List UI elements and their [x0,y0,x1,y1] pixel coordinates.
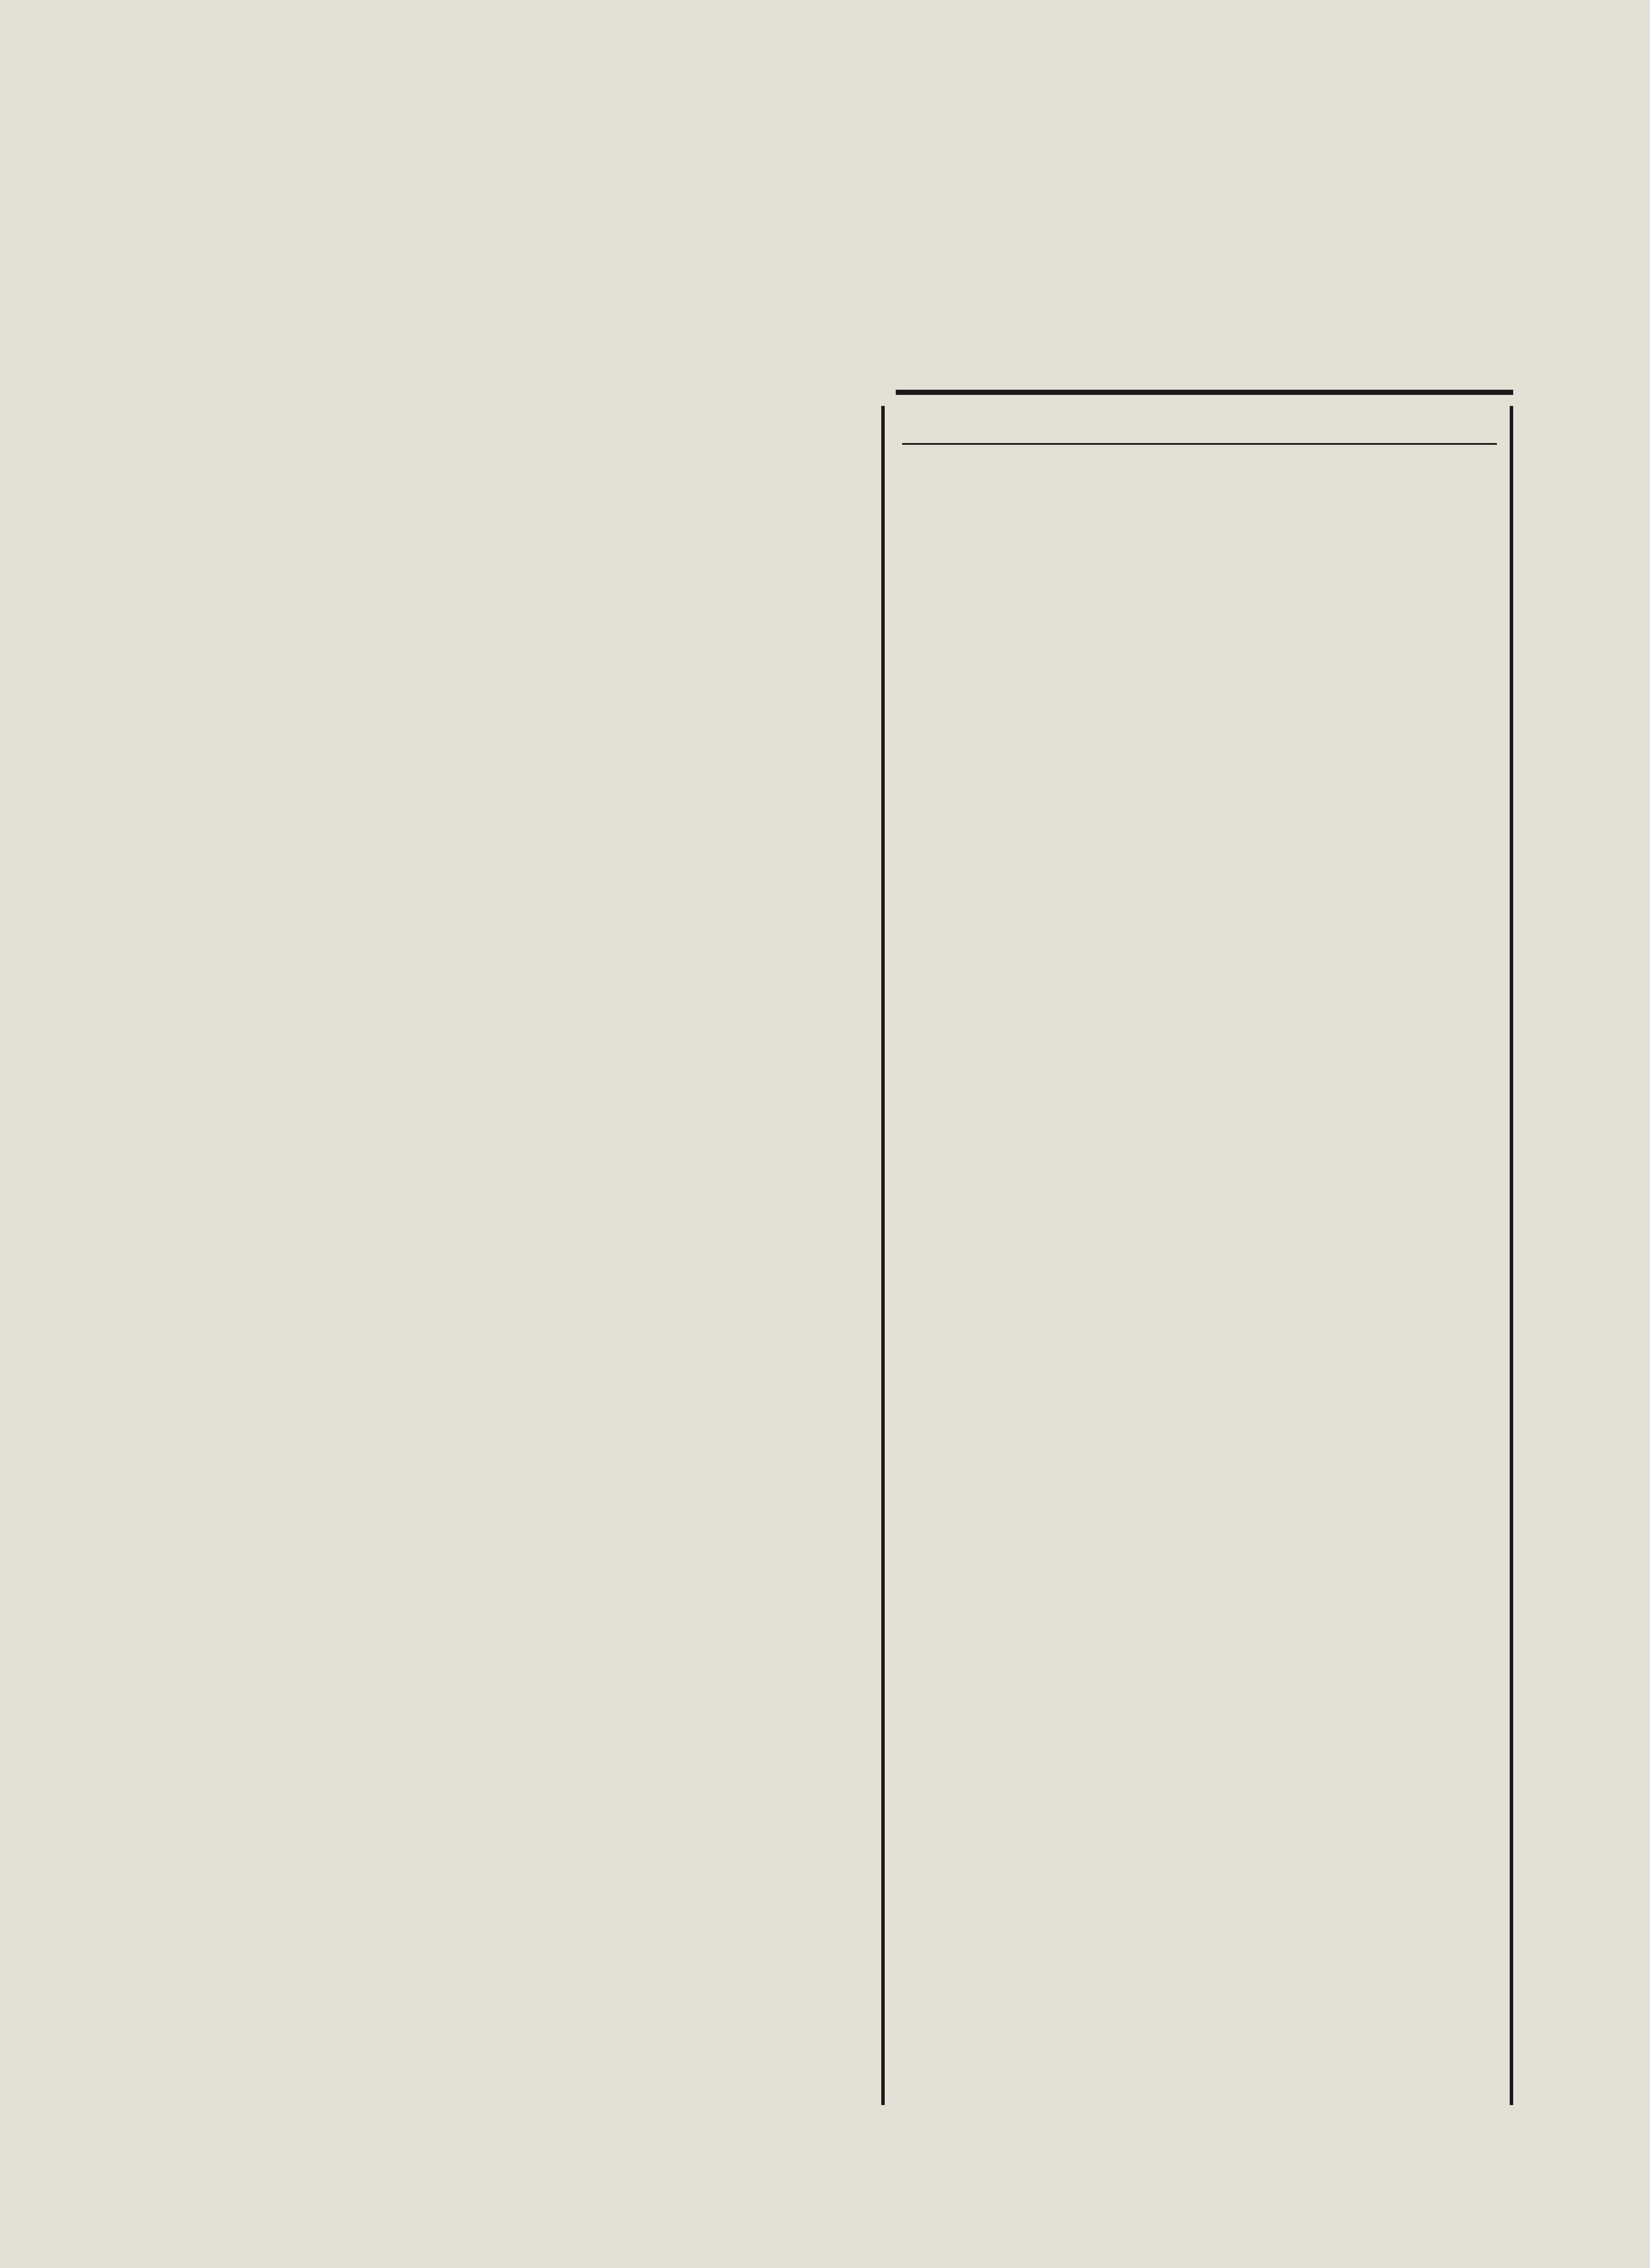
article-paragraph [212,413,844,455]
speech-date-line [902,406,1497,445]
speech-paragraph [902,557,1497,598]
article-paragraph [212,290,844,331]
section-divider [896,390,1513,395]
signature-line [902,973,1497,1007]
running-header [307,96,1420,136]
signature-line [902,939,1497,973]
speech-paragraph [902,887,1497,928]
article-paragraph [212,372,844,413]
speech-paragraph [902,804,1497,845]
right-column-continuation [902,290,1513,372]
signature-block [902,939,1497,1074]
signature-line [902,1040,1497,1074]
speech-paragraph [902,763,1497,804]
speech-title [902,458,1497,553]
speech-body [902,557,1497,928]
speech-paragraph [902,681,1497,722]
speech-paragraph [902,598,1497,640]
article-title [313,168,1415,232]
article-paragraph [212,455,844,496]
speech-paragraph [902,722,1497,763]
continuation-line [902,290,1513,331]
continuation-line [902,331,1513,372]
article-author [1169,244,1418,278]
speech-paragraph [902,640,1497,681]
signature-line [902,1007,1497,1040]
speech-paragraph [902,845,1497,887]
left-column [212,290,844,2088]
speech-box [881,406,1513,2105]
article-paragraph [212,331,844,372]
